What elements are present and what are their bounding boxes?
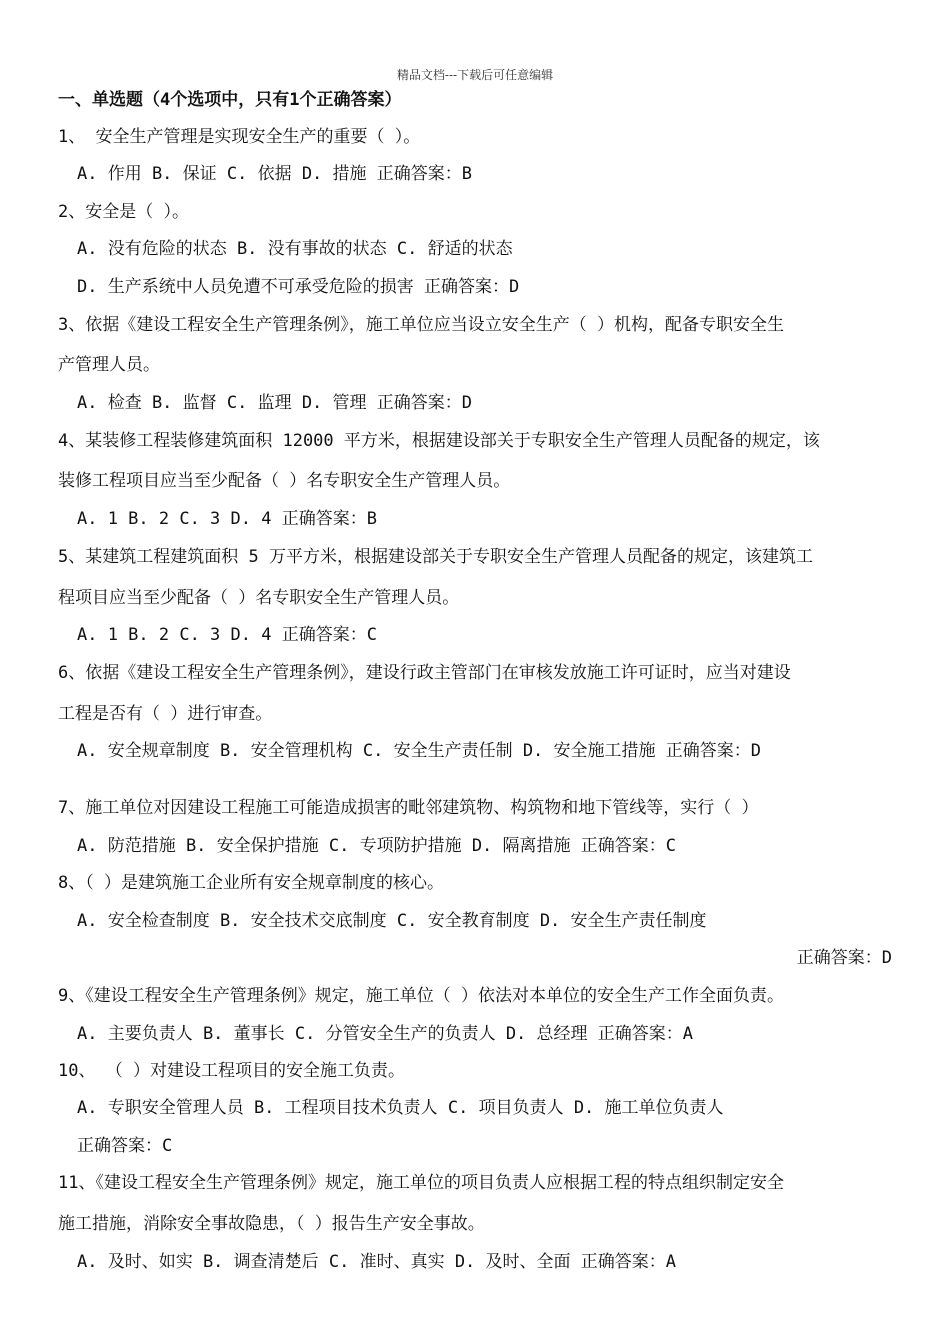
question-6-line2: 工程是否有（ ）进行审查。 — [58, 704, 273, 724]
question-5-line2: 程项目应当至少配备（ ）名专职安全生产管理人员。 — [58, 588, 460, 608]
options-2b: D. 生产系统中人员免遭不可承受危险的损害 正确答案：D — [77, 277, 520, 297]
question-2: 2、安全是（ ）。 — [58, 202, 189, 222]
section-title: 一、单选题（4个选项中，只有1个正确答案） — [58, 90, 402, 110]
options-6: A. 安全规章制度 B. 安全管理机构 C. 安全生产责任制 D. 安全施工措施 正确答案：D — [77, 741, 761, 761]
question-6-line1: 6、依据《建设工程安全生产管理条例》，建设行政主管部门在审核发放施工许可证时，应当对建设 — [58, 663, 791, 683]
options-3: A. 检查 B. 监督 C. 监理 D. 管理 正确答案：D — [77, 393, 472, 413]
options-9: A. 主要负责人 B. 董事长 C. 分管安全生产的负责人 D. 总经理 正确答案：A — [77, 1024, 693, 1044]
question-10: 10、 （ ）对建设工程项目的安全施工负责。 — [58, 1061, 405, 1081]
options-7: A. 防范措施 B. 安全保护措施 C. 专项防护措施 D. 隔离措施 正确答案：C — [77, 836, 676, 856]
question-3-line2: 产管理人员。 — [58, 355, 160, 375]
options-1: A. 作用 B. 保证 C. 依据 D. 措施 正确答案：B — [77, 164, 472, 184]
options-4: A. 1 B. 2 C. 3 D. 4 正确答案：B — [77, 509, 377, 529]
question-7: 7、施工单位对因建设工程施工可能造成损害的毗邻建筑物、构筑物和地下管线等，实行（ ） — [58, 798, 759, 818]
options-11: A. 及时、如实 B. 调查清楚后 C. 准时、真实 D. 及时、全面 正确答案：A — [77, 1252, 676, 1272]
answer-8: 正确答案：D — [796, 948, 892, 968]
question-5-line1: 5、某建筑工程建筑面积 5 万平方米，根据建设部关于专职安全生产管理人员配备的规定，该建筑工 — [58, 547, 813, 567]
answer-10: 正确答案：C — [77, 1136, 173, 1156]
options-5: A. 1 B. 2 C. 3 D. 4 正确答案：C — [77, 625, 377, 645]
question-11-line1: 11、《建设工程安全生产管理条例》规定，施工单位的项目负责人应根据工程的特点组织制定安全 — [58, 1173, 784, 1193]
question-4-line1: 4、某装修工程装修建筑面积 12000 平方米，根据建设部关于专职安全生产管理人员配备的规定，该 — [58, 431, 820, 451]
question-9: 9、《建设工程安全生产管理条例》规定，施工单位（ ）依法对本单位的安全生产工作全面负责。 — [58, 986, 784, 1006]
question-8: 8、（ ）是建筑施工企业所有安全规章制度的核心。 — [58, 873, 444, 893]
options-10: A. 专职安全管理人员 B. 工程项目技术负责人 C. 项目负责人 D. 施工单位负责人 — [77, 1098, 724, 1118]
question-1: 1、 安全生产管理是实现安全生产的重要（ ）。 — [58, 127, 421, 147]
question-11-line2: 施工措施，消除安全事故隐患，（ ）报告生产安全事故。 — [58, 1214, 485, 1234]
page-header: 精品文档---下载后可任意编辑 — [396, 68, 554, 82]
options-8: A. 安全检查制度 B. 安全技术交底制度 C. 安全教育制度 D. 安全生产责任制度 — [77, 911, 707, 931]
question-3-line1: 3、依据《建设工程安全生产管理条例》，施工单位应当设立安全生产（ ）机构，配备专职安全生 — [58, 315, 784, 335]
question-4-line2: 装修工程项目应当至少配备（ ）名专职安全生产管理人员。 — [58, 471, 511, 491]
options-2a: A. 没有危险的状态 B. 没有事故的状态 C. 舒适的状态 — [77, 239, 513, 259]
